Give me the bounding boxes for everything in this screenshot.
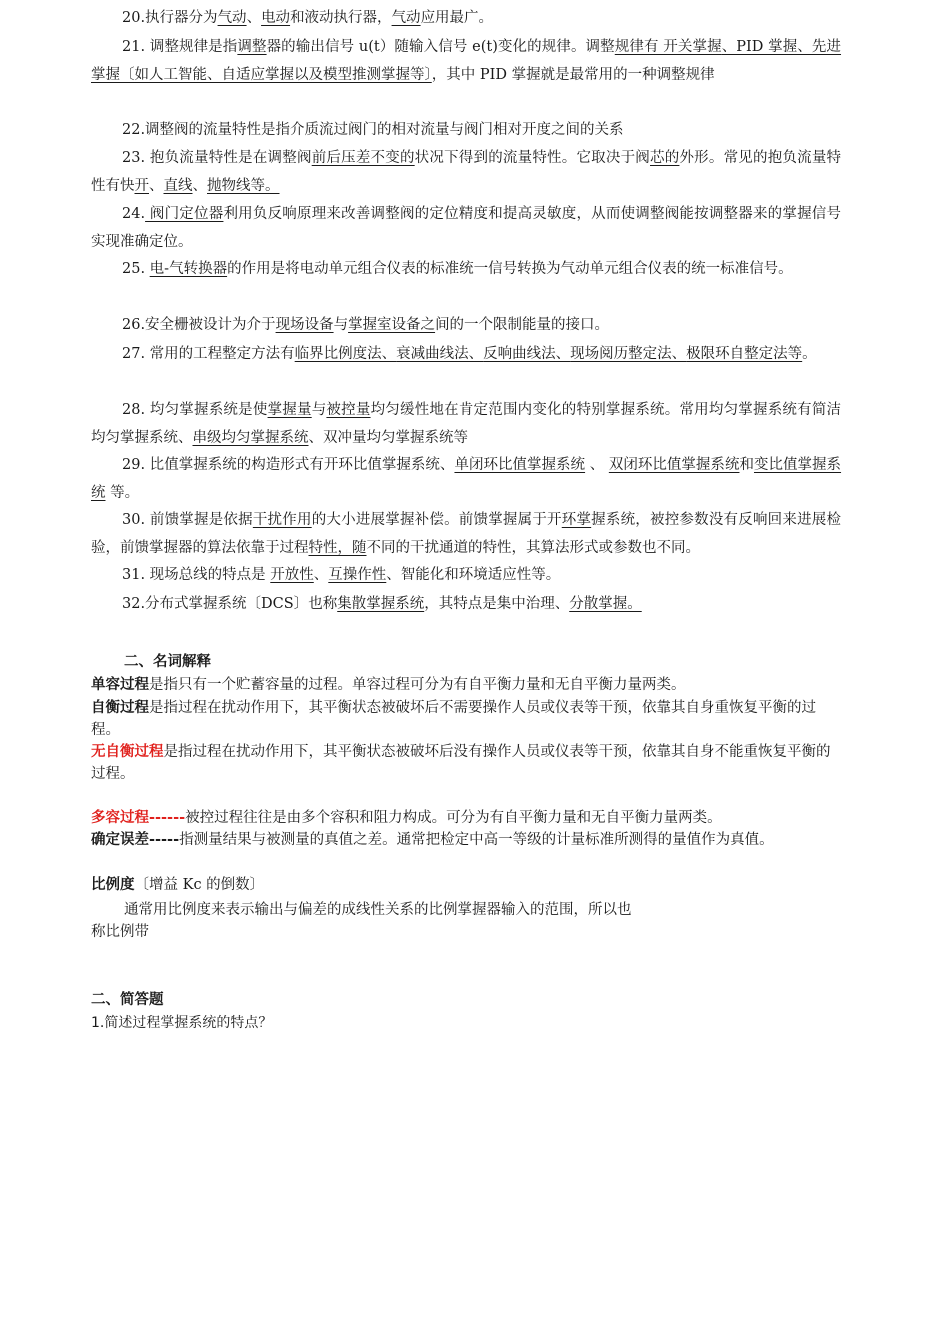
definition-absolute-error: 确定误差-----指测量结果与被测量的真值之差。通常把检定中高一等级的计量标准所测得的量值作为真值。 (91, 832, 774, 848)
proportional-band-explanation-cont: 称比例带 (91, 924, 149, 940)
short-answer-question-1: 1.简述过程掌握系统的特点？ (91, 1015, 273, 1031)
definition-proportional-band: 比例度〔增益 Kc 的倒数〕 (91, 877, 265, 893)
definition-single-capacity: 单容过程是指只有一个贮蓄容量的过程。单容过程可分为有自平衡力量和无自平衡力量两类。 (91, 677, 686, 693)
fill-item-23: 23. 抱负流量特性是在调整阀前后压差不变的状况下得到的流量特性。它取决于阀芯的外形。常见的抱负流量特性有快开、直线、抛物线等。 (91, 150, 842, 194)
section-heading-terms: 二、名词解释 (124, 654, 211, 670)
fill-item-21: 21. 调整规律是指调整器的输出信号 u(t）随输入信号 e(t)变化的规律。调整规律有 开关掌握、PID 掌握、先进掌握〔如人工智能、自适应掌握以及模型推测掌握等〕，其中 PID 掌握就是最常用的一种调整规律 (91, 39, 842, 83)
fill-item-26: 26.安全栅被设计为介于现场设备与掌握室设备之间的一个限制能量的接口。 (122, 317, 610, 333)
definition-self-regulating: 自衡过程是指过程在扰动作用下，其平衡状态被破坏后不需要操作人员或仪表等干预，依靠其自身重恢复平衡的过程。 (91, 700, 816, 738)
fill-item-27: 27. 常用的工程整定方法有临界比例度法、衰减曲线法、反响曲线法、现场阅历整定法、极限环自整定法等。 (122, 346, 817, 362)
fill-item-31: 31. 现场总线的特点是 开放性、互操作性、智能化和环境适应性等。 (122, 567, 561, 583)
fill-item-20: 20.执行器分为气动、电动和液动执行器，气动应用最广。 (122, 10, 494, 26)
fill-item-30: 30. 前馈掌握是依据干扰作用的大小进展掌握补偿。前馈掌握属于开环掌握系统，被控参数没有反响回来进展检验，前馈掌握器的算法依靠于过程特性，随不同的干扰通道的特性，其算法形式或参数也不同。 (91, 512, 842, 556)
section-heading-short-answer: 二、简答题 (91, 992, 164, 1008)
fill-item-24: 24. 阀门定位器利用负反响原理来改善调整阀的定位精度和提高灵敏度，从而使调整阀能按调整器来的掌握信号实现准确定位。 (91, 206, 842, 250)
proportional-band-explanation: 通常用比例度来表示输出与偏差的成线性关系的比例掌握器输入的范围，所以也 (124, 902, 632, 918)
definition-non-self-regulating: 无自衡过程是指过程在扰动作用下，其平衡状态被破坏后没有操作人员或仪表等干预，依靠其自身不能重恢复平衡的过程。 (91, 744, 831, 782)
definition-multi-capacity: 多容过程------被控过程往往是由多个容积和阻力构成。可分为有自平衡力量和无自平衡力量两类。 (91, 810, 722, 826)
fill-item-29: 29. 比值掌握系统的构造形式有开环比值掌握系统、单闭环比值掌握系统 、 双闭环比值掌握系统和变比值掌握系统 等。 (91, 457, 842, 501)
fill-item-32: 32.分布式掌握系统〔DCS〕也称集散掌握系统，其特点是集中治理、分散掌握。 (122, 596, 642, 612)
fill-item-28: 28. 均匀掌握系统是使掌握量与被控量均匀缓性地在肯定范围内变化的特别掌握系统。常用均匀掌握系统有简洁均匀掌握系统、串级均匀掌握系统、双冲量均匀掌握系统等 (91, 402, 842, 446)
fill-item-22: 22.调整阀的流量特性是指介质流过阀门的相对流量与阀门相对开度之间的关系 (122, 122, 624, 138)
fill-item-25: 25. 电-气转换器的作用是将电动单元组合仪表的标准统一信号转换为气动单元组合仪表的统一标准信号。 (122, 261, 793, 277)
